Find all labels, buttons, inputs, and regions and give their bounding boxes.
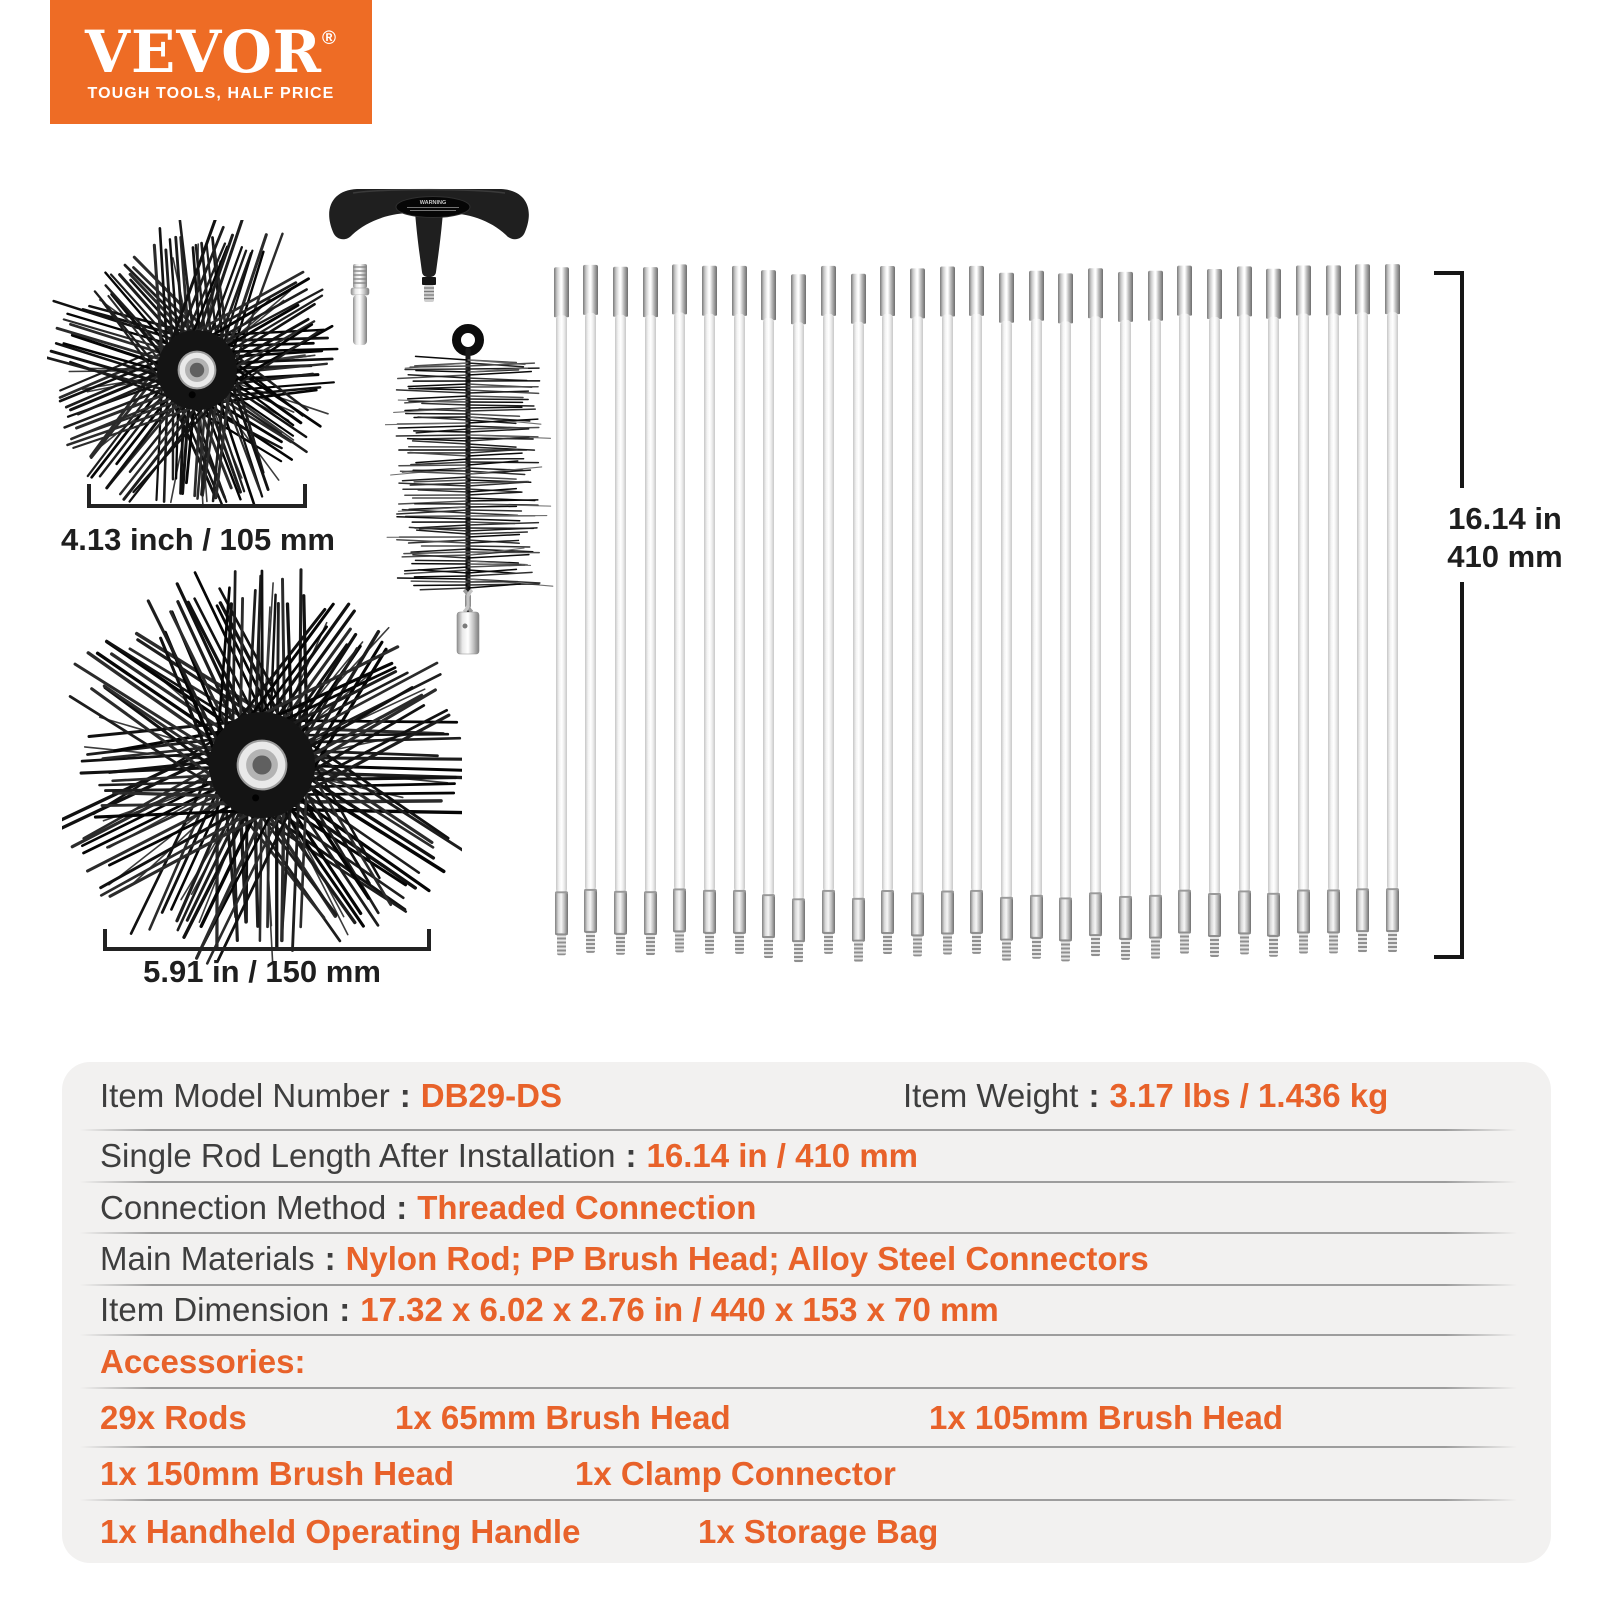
vevor-logo bbox=[50, 0, 372, 124]
rod bbox=[999, 273, 1015, 961]
spec-row-materials bbox=[62, 1233, 1551, 1285]
accessory-storage-bag: 1x Storage Bag bbox=[698, 1512, 939, 1550]
rod bbox=[1385, 264, 1401, 952]
spec-value-model: DB29-DS bbox=[420, 1077, 562, 1114]
rod bbox=[642, 267, 658, 955]
rod bbox=[702, 266, 718, 954]
warning-label-text: WARNING bbox=[419, 200, 447, 206]
rod bbox=[1206, 269, 1222, 957]
t-handle-image bbox=[323, 180, 535, 310]
spec-label-materials: Main Materials bbox=[100, 1240, 315, 1277]
colon: : bbox=[625, 1137, 637, 1174]
colon: : bbox=[339, 1291, 351, 1328]
colon: : bbox=[396, 1188, 408, 1226]
spec-row-accessories-2 bbox=[62, 1447, 1551, 1500]
spec-value-materials: Nylon Rod; PP Brush Head; Alloy Steel Connectors bbox=[345, 1240, 1149, 1277]
colon: : bbox=[399, 1077, 411, 1114]
spec-label-weight: Item Weight bbox=[903, 1077, 1079, 1114]
rod bbox=[761, 270, 777, 958]
rod bbox=[939, 267, 955, 955]
rod-length-bracket-bottom-tick bbox=[1434, 955, 1464, 959]
spec-label-model: Item Model Number bbox=[100, 1077, 390, 1114]
accessory-clamp-connector: 1x Clamp Connector bbox=[575, 1454, 896, 1492]
rod bbox=[850, 274, 866, 962]
rod-length-label bbox=[1425, 500, 1585, 576]
spec-row-model-and-weight bbox=[62, 1062, 1551, 1130]
spec-cell-model bbox=[100, 1077, 562, 1115]
spec-label-dimension: Item Dimension bbox=[100, 1291, 330, 1328]
rod bbox=[969, 266, 985, 954]
brush-head-105mm-image bbox=[47, 220, 347, 520]
accessory-105mm-brush: 1x 105mm Brush Head bbox=[929, 1398, 1283, 1436]
rod bbox=[909, 268, 925, 956]
brand-tagline: TOUGH TOOLS, HALF PRICE bbox=[87, 85, 335, 102]
rod-length-bracket-upper-line bbox=[1460, 271, 1464, 488]
rod bbox=[1177, 266, 1193, 954]
accessory-150mm-brush: 1x 150mm Brush Head bbox=[100, 1454, 454, 1492]
rod bbox=[1058, 273, 1074, 961]
dimension-bracket-150mm bbox=[103, 929, 431, 951]
rod bbox=[672, 264, 688, 952]
rod bbox=[583, 265, 599, 953]
rod bbox=[612, 267, 628, 955]
spec-row-accessories-3 bbox=[62, 1500, 1551, 1563]
accessory-rods: 29x Rods bbox=[100, 1398, 247, 1436]
rod bbox=[1088, 268, 1104, 956]
rod-length-inches: 16.14 in bbox=[1448, 501, 1562, 536]
rod bbox=[1266, 269, 1282, 957]
spec-value-dimension: 17.32 x 6.02 x 2.76 in / 440 x 153 x 70 mm bbox=[360, 1291, 999, 1328]
spec-row-connection-method bbox=[62, 1182, 1551, 1233]
spec-cell-weight bbox=[903, 1077, 1388, 1115]
wire-brush-65mm-image bbox=[385, 320, 555, 660]
rod bbox=[1325, 265, 1341, 953]
accessory-handle: 1x Handheld Operating Handle bbox=[100, 1512, 581, 1550]
colon: : bbox=[1088, 1077, 1100, 1114]
registered-mark: ® bbox=[321, 28, 337, 49]
dimension-bracket-105mm bbox=[87, 484, 307, 508]
spec-row-dimension bbox=[62, 1285, 1551, 1335]
rod bbox=[1028, 271, 1044, 959]
accessories-heading: Accessories: bbox=[100, 1342, 306, 1380]
rod bbox=[880, 266, 896, 954]
rod bbox=[1117, 272, 1133, 960]
spec-label-connection: Connection Method bbox=[100, 1188, 387, 1226]
rod bbox=[1147, 271, 1163, 959]
rod bbox=[791, 274, 807, 962]
spec-row-accessories-header bbox=[62, 1335, 1551, 1388]
spec-value-weight: 3.17 lbs / 1.436 kg bbox=[1109, 1077, 1389, 1114]
spec-value-connection: Threaded Connection bbox=[417, 1188, 757, 1226]
spec-table bbox=[62, 1062, 1551, 1563]
spec-value-rod-length: 16.14 in / 410 mm bbox=[646, 1137, 919, 1174]
rod bbox=[1296, 266, 1312, 954]
brand-name bbox=[50, 10, 372, 86]
rod bbox=[820, 266, 836, 954]
spec-row-accessories-1 bbox=[62, 1388, 1551, 1447]
dimension-label-105mm: 4.13 inch / 105 mm bbox=[61, 522, 335, 557]
rod bbox=[1355, 264, 1371, 952]
rod bbox=[1236, 266, 1252, 954]
rod bbox=[731, 266, 747, 954]
accessory-65mm-brush: 1x 65mm Brush Head bbox=[395, 1398, 731, 1436]
spec-row-rod-length bbox=[62, 1130, 1551, 1182]
rod-length-mm: 410 mm bbox=[1447, 539, 1563, 574]
dimension-label-150mm: 5.91 in / 150 mm bbox=[143, 954, 381, 989]
colon: : bbox=[324, 1240, 336, 1277]
rod bbox=[553, 267, 569, 955]
rods-image bbox=[553, 264, 1401, 968]
rod-length-bracket-lower-line bbox=[1460, 582, 1464, 959]
spec-label-rod-length: Single Rod Length After Installation bbox=[100, 1137, 616, 1174]
brand-wordmark: VEVOR bbox=[85, 18, 322, 86]
